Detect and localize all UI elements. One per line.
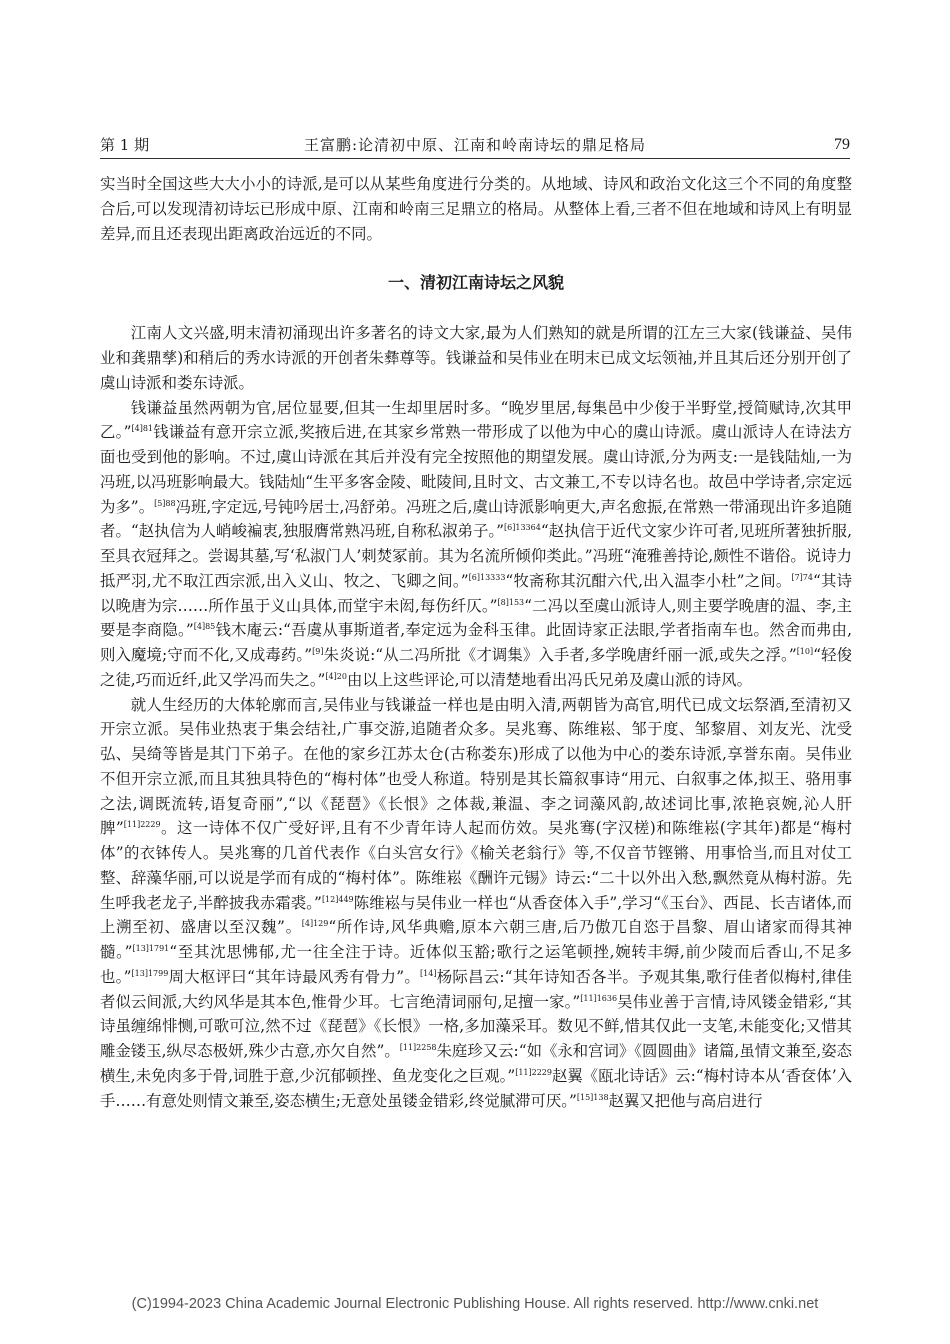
section-heading: 一、清初江南诗坛之风貌 bbox=[387, 273, 564, 293]
p2-text-5: “牧斋称其沉酣六代,出入温李小杜”之间。 bbox=[505, 571, 792, 590]
running-header bbox=[100, 134, 850, 159]
p2-text-1: 钱谦益虽然两朝为官,居位显要,但其一生却里居时多。“晚岁里居,每集邑中少俊于半野堂,授简赋诗,次其甲乙。” bbox=[100, 398, 852, 442]
citation-ref: [11]1636 bbox=[580, 993, 618, 1003]
p3-text-1: 就人生经历的大体轮廓而言,吴伟业与钱谦益一样也是由明入清,两朝皆为高官,明代已成文坛祭酒,至清初又开宗立派。吴伟业热衷于集会结社,广事交游,追随者众多。吴兆骞、陈维崧、邹于度、邹黎眉、刘友光、沈受弘、吴绮等皆是其门下弟子。在他的家乡江苏太仓(古称娄东)形成了以他为中心的娄东诗派,享誉东南。吴伟业不但开宗立派,而且其独具特色的“梅村体”也受人称道。特别是其长篇叙事诗“用元、白叙事之体,拟王、骆用事之法,调既流转,语复奇丽”,“以《琵琶》《长恨》之体裁,兼温、李之词藻风韵,故述词比事,浓艳哀婉,沁人肝脾” bbox=[100, 695, 852, 838]
p3-text-7: 杨际昌云:“其年诗知否各半。予观其集,歌行佳者似梅村,律佳者似云间派,大约风华是其本色,惟骨少耳。七言绝清词丽句,足擅一家。” bbox=[100, 967, 853, 1011]
p3-text-10: 赵翼《瓯北诗话》云:“梅村诗本从‘香奁体’入手……有意处则情文兼至,姿态横生;无意处虽镂金错彩,终觉腻滞可厌。” bbox=[100, 1066, 852, 1110]
p2-text-9: 朱炎说:“从二冯所批《才调集》入手者,多学晚唐纤丽一派,或失之浮。” bbox=[323, 646, 797, 664]
p3-text-4: “所作诗,风华典赡,原本六朝三唐,后乃傲兀自恣于昌黎、眉山诸家而得其神髓。” bbox=[100, 918, 852, 961]
p3-text-11: 赵翼又把他与高启进行 bbox=[608, 1091, 763, 1110]
p3-text-8: 吴伟业善于言情,诗风镂金错彩,“其诗虽缠绵悱恻,可歌可泣,然不过《琵琶》《长恨》一格,多加藻采耳。数见不鲜,惜其仅此一支笔,未能变化;又惜其雕金镂玉,纵尽态极妍,殊少古意,亦欠自然”。 bbox=[100, 992, 852, 1060]
copyright-footer: (C)1994-2023 China Academic Journal Electronic Publishing House. All rights reserved. http://www.cnki.net bbox=[131, 1296, 819, 1312]
citation-ref: [10] bbox=[796, 647, 814, 656]
p3-text-5: “至其沈思怫郁,尤一往全注于诗。近体似玉豁;歌行之运笔顿挫,婉转丰缛,前少陵而后香山,不足多也。” bbox=[100, 943, 852, 986]
citation-ref: [8]153 bbox=[497, 597, 525, 607]
paragraph-2 bbox=[100, 396, 852, 693]
p2-text-4: “赵执信于近代文家少许可者,见班所著独折服,至具衣冠拜之。尝谒其墓,写‘私淑门人’刺焚冢前。其为名流所倾仰类此。”冯班“淹雅善持论,颇性不谐俗。说诗力抵严羽,尤不取江西宗派,出入义山、牧之、飞卿之间。” bbox=[100, 522, 852, 590]
citation-ref: [6]13333 bbox=[468, 572, 506, 582]
citation-ref: [13]1799 bbox=[131, 968, 169, 978]
p3-text-6: 周大枢评曰“其年诗最风秀有骨力”。 bbox=[168, 967, 421, 986]
citation-ref: [5]88 bbox=[154, 498, 176, 508]
citation-ref: [13]1791 bbox=[132, 944, 170, 953]
p2-text-8: 钱木庵云:“吾虞从事斯道者,奉定远为金科玉律。此固诗家正法眼,学者指南车也。然舍而弗由,则入魔境;守而不化,又成毒药。” bbox=[100, 621, 853, 664]
p2-text-3: 冯班,字定远,号钝吟居士,冯舒弟。冯班之后,虞山诗派影响更大,声名愈振,在常熟一带涌现出许多追随者。“赵执信为人峭峻褊衷,独服膺常熟冯班,自称私淑弟子。” bbox=[100, 497, 852, 541]
citation-ref: [14] bbox=[420, 968, 437, 978]
p2-text-7: “二冯以至虞山派诗人,则主要学晚唐的温、李,主要是李商隐。” bbox=[100, 596, 853, 640]
citation-ref: [11]2229 bbox=[123, 820, 161, 830]
citation-ref: [4]20 bbox=[325, 671, 347, 681]
citation-ref: [12]449 bbox=[321, 894, 354, 904]
citation-ref: [9] bbox=[312, 647, 324, 656]
p2-text-6: “其诗以晚唐为宗……所作虽于义山具体,而堂宇未闳,每伤纤仄。” bbox=[100, 571, 852, 615]
citation-ref: [4]85 bbox=[193, 622, 216, 632]
issue-number: 第 1 期 bbox=[100, 136, 150, 154]
p2-text-11: 由以上这些评论,可以清楚地看出冯氏兄弟及虞山派的诗风。 bbox=[346, 670, 752, 689]
p3-text-2: 。这一诗体不仅广受好评,且有不少青年诗人起而仿效。吴兆骞(字汉槎)和陈维崧(字其年)都是“梅村体”的衣钵传人。吴兆骞的几首代表作《白头宫女行》《榆关老翁行》等,不仅音节铿锵、用事恰当,而且对仗工整、辞藻华丽,可以说是学而有成的“梅村体”。陈维崧《酬许元锡》诗云:“二十以外出入愁,飘然竟从梅村游。先生呼我老龙子,半醉披我赤霜裘。” bbox=[100, 819, 852, 912]
citation-ref: [4]81 bbox=[131, 424, 153, 434]
p2-text-2: 钱谦益有意开宗立派,奖掖后进,在其家乡常熟一带形成了以他为中心的虞山诗派。虞山派诗人在诗法方面也受到他的影响。不过,虞山诗派在其后并没有完全按照他的期望发展。虞山诗派,分为两支:一是钱陆灿,一为冯班,以冯班影响最大。钱陆灿“生平多客金陵、毗陵间,且时文、古文兼工,不专以诗名也。故邑中学诗者,宗定远为多”。 bbox=[100, 423, 852, 516]
citation-ref: [4]129 bbox=[301, 919, 329, 929]
citation-ref: [15]138 bbox=[576, 1092, 609, 1102]
intro-paragraph: 实当时全国这些大大小小的诗派,是可以从某些角度进行分类的。从地域、诗风和政治文化这三个不同的角度整合后,可以发现清初诗坛已形成中原、江南和岭南三足鼎立的格局。从整体上看,三者不但在地域和诗风上有明显差异,而且还表现出距离政治远近的不同。 bbox=[100, 175, 852, 243]
article-body bbox=[100, 172, 852, 1113]
citation-ref: [6]13364 bbox=[504, 523, 541, 533]
paragraph-3 bbox=[100, 693, 852, 1114]
citation-ref: [11]2258 bbox=[399, 1043, 437, 1052]
p3-text-9: 朱庭珍又云:“如《永和宫词》《圆圆曲》诸篇,虽情文兼至,姿态横生,未免肉多于骨,词胜于意,少沉郁顿挫、鱼龙变化之巨观。” bbox=[100, 1042, 853, 1085]
article-title-header: 王富鹏:论清初中原、江南和岭南诗坛的鼎足格局 bbox=[303, 136, 647, 154]
citation-ref: [7]74 bbox=[791, 572, 813, 582]
p2-text-10: “轻俊之徒,巧而近纤,此又学冯而失之。” bbox=[100, 646, 852, 689]
paragraph-1: 江南人文兴盛,明末清初涌现出许多著名的诗文大家,最为人们熟知的就是所谓的江左三大家(钱谦益、吴伟业和龚鼎孳)和稍后的秀水诗派的开创者朱彝尊等。钱谦益和吴伟业在明末已成文坛领袖,并且其后还分别开创了虞山诗派和娄东诗派。 bbox=[100, 324, 852, 392]
p3-text-3: 陈维崧与吴伟业一样也“从香奁体入手”,学习“《玉台》、西昆、长吉诸体,而上溯至初、盛唐以至汉魏”。 bbox=[100, 893, 852, 937]
citation-ref: [11]2229 bbox=[515, 1067, 552, 1077]
page-number: 79 bbox=[834, 136, 850, 153]
